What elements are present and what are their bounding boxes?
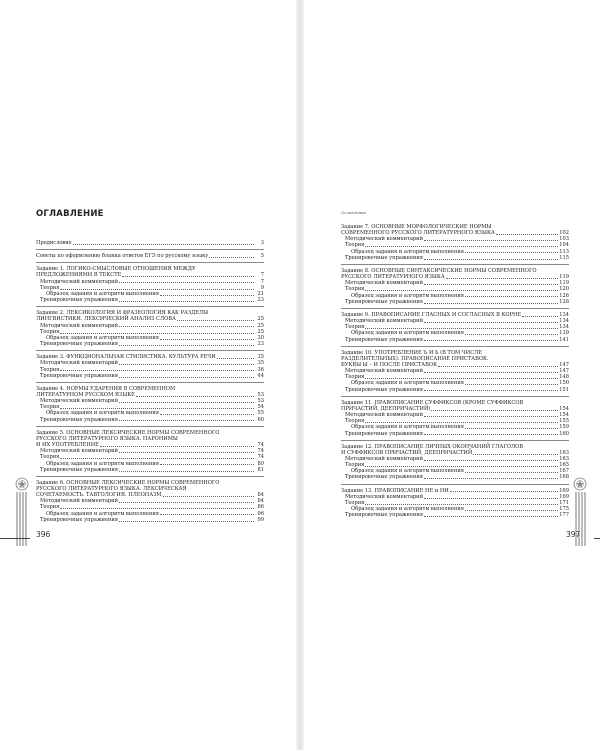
toc-entry-page: 54 <box>257 404 264 411</box>
toc-entry-page: 53 <box>257 398 264 405</box>
toc-entry-title: Задание 3. ФУНКЦИОНАЛЬНАЯ СТИЛИСТИКА. КУЛЬТУРА РЕЧИ <box>36 354 216 361</box>
dot-leader <box>365 246 558 247</box>
toc-entry-page: 35 <box>257 354 264 361</box>
toc-entry: Задание 8. ОСНОВНЫЕ СИНТАКСИЧЕСКИЕ НОРМЫ СОВРЕМЕННОГО <box>341 267 537 274</box>
toc-entry-title: Теория <box>345 462 365 469</box>
dot-leader <box>465 428 558 429</box>
toc-entry-title: БУКВЫ Ы – И ПОСЛЕ ПРИСТАВОК <box>341 361 438 368</box>
toc-entry-page: 155 <box>559 418 569 425</box>
toc-entry: Задание 10. УПОТРЕБЛЕНИЕ Ъ И Ь (В ТОМ ЧИСЛЕ <box>341 349 483 356</box>
dot-leader <box>119 377 254 378</box>
toc-entry: РАЗДЕЛИТЕЛЬНЫХ). ПРАВОПИСАНИЕ ПРИСТАВОК. <box>341 355 489 362</box>
toc-entry-title: СОВРЕМЕННОГО РУССКОГО ЛИТЕРАТУРНОГО ЯЗЫКА <box>341 230 495 237</box>
toc-entry-page: 81 <box>257 466 264 473</box>
dot-leader <box>60 370 254 371</box>
toc-entry-title: Тренировочные упражнения <box>345 474 423 481</box>
toc-entry-title: Методический комментарий <box>40 360 118 367</box>
toc-entry <box>341 387 569 393</box>
toc-entry-page: 154 <box>559 412 569 419</box>
toc-entry-title: Теория <box>40 328 60 335</box>
toc-entry-page: 33 <box>257 341 264 348</box>
toc-entry-page: 151 <box>559 386 569 393</box>
dot-leader <box>424 259 558 260</box>
toc-entry-page: 3 <box>260 240 264 246</box>
dot-leader <box>60 458 254 459</box>
toc-entry <box>341 431 569 437</box>
toc-entry-page: 147 <box>559 368 569 375</box>
toc-entry: РУССКОГО ЛИТЕРАТУРНОГО ЯЗЫКА. ЛЕКСИЧЕСКАЯ <box>36 486 187 492</box>
toc-section <box>36 386 264 427</box>
dot-leader <box>217 358 254 359</box>
toc-section <box>36 240 264 250</box>
page-number-right: 397 <box>566 530 581 539</box>
toc-entry-page: 134 <box>559 318 569 325</box>
dot-leader <box>424 372 558 373</box>
toc-entry-title: ПРИЧАСТИЙ, ДЕЕПРИЧАСТИЙ) <box>341 405 431 412</box>
toc-entry-title: Образец задания и алгоритм выполнения <box>46 410 159 417</box>
toc-entry-title: РУССКОГО ЛИТЕРАТУРНОГО ЯЗЫКА <box>341 274 445 281</box>
toc-entry-page: 171 <box>559 499 569 506</box>
dot-leader <box>365 378 558 379</box>
toc-entry-page: 169 <box>559 493 569 500</box>
toc-entry-title: Образец задания и алгоритм выполнения <box>46 290 159 297</box>
toc-entry-title: Тренировочные упражнения <box>345 336 423 343</box>
toc-entry-page: 168 <box>559 474 569 481</box>
toc-entry-page: 163 <box>559 456 569 462</box>
toc-entry-page: 150 <box>559 380 569 387</box>
footer-rule-right <box>594 538 600 539</box>
dot-leader <box>424 478 558 479</box>
toc-entry-page: 134 <box>559 324 569 331</box>
toc-entry-page: 7 <box>260 272 264 279</box>
toc-entry-title: Методический комментарий <box>40 498 118 505</box>
toc-entry-page: 74 <box>257 442 264 449</box>
dot-leader <box>424 498 558 499</box>
dot-leader <box>119 502 254 503</box>
dot-leader <box>119 420 254 421</box>
toc-entry-page: 7 <box>260 278 264 285</box>
toc-entry-title: Методический комментарий <box>345 493 423 500</box>
toc-entry-title: Теория <box>40 366 60 373</box>
toc-entry <box>341 299 569 305</box>
toc-entry-title: Тренировочные упражнения <box>345 298 423 305</box>
toc-entry-title: Теория <box>40 504 60 511</box>
toc-entry <box>36 417 264 423</box>
toc-entry-page: 120 <box>559 286 569 293</box>
toc-entry <box>36 517 264 523</box>
dot-leader <box>424 284 558 285</box>
toc-entry-title: ЛИТЕРАТУРНОМ РУССКОМ ЯЗЫКЕ <box>36 391 135 398</box>
page-number-left: 396 <box>36 530 51 539</box>
dot-leader <box>424 516 558 517</box>
toc-entry-page: 44 <box>257 372 264 379</box>
dot-leader <box>431 410 558 411</box>
dot-leader <box>496 234 558 235</box>
dot-leader <box>73 244 254 245</box>
toc-entry <box>341 512 569 518</box>
toc-entry-page: 80 <box>257 460 264 467</box>
toc-entry: Задание 2. ЛЕКСИКОЛОГИЯ И ФРАЗЕОЛОГИЯ КАК РАЗДЕЛЫ <box>36 310 209 317</box>
toc-entry-page: 84 <box>257 492 264 499</box>
toc-entry-title: ЛИНГВИСТИКИ. ЛЕКСИЧЕСКИЙ АНАЛИЗ СЛОВА <box>36 316 176 323</box>
dot-leader <box>424 390 558 391</box>
toc-section <box>341 444 569 485</box>
toc-entry-page: 96 <box>257 510 264 517</box>
toc-entry <box>36 297 264 303</box>
dot-leader <box>424 340 558 341</box>
dot-leader <box>209 257 254 258</box>
toc-entry-page: 148 <box>559 374 569 381</box>
toc-entry <box>341 255 569 261</box>
toc-entry-page: 165 <box>559 462 569 469</box>
toc-entry-title: Образец задания и алгоритм выполнения <box>351 380 464 387</box>
toc-list-left <box>36 240 264 529</box>
toc-section <box>36 480 264 526</box>
dot-leader <box>450 491 559 492</box>
toc-entry-title: Тренировочные упражнения <box>345 512 423 519</box>
toc-entry-title: СОЧЕТАЕМОСТЬ. ТАВТОЛОГИЯ. ПЛЕОНАЗМ <box>36 492 162 499</box>
toc-entry-title: Методический комментарий <box>345 318 423 325</box>
toc-entry-title: Теория <box>40 284 60 291</box>
toc-section <box>341 224 569 265</box>
dot-leader <box>365 422 558 423</box>
toc-entry-page: 104 <box>559 242 569 249</box>
toc-entry-title: Теория <box>345 418 365 425</box>
toc-entry-page: 115 <box>559 254 569 261</box>
toc-entry-page: 177 <box>559 512 569 519</box>
toc-entry-title: Тренировочные упражнения <box>40 416 118 423</box>
toc-entry-title: Тренировочные упражнения <box>345 386 423 393</box>
toc-entry-title: Образец задания и алгоритм выполнения <box>351 330 464 337</box>
toc-entry-page: 30 <box>257 334 264 341</box>
dot-leader <box>522 316 558 317</box>
toc-section <box>341 488 569 522</box>
toc-entry <box>36 373 264 379</box>
toc-entry-page: 53 <box>257 391 264 398</box>
toc-entry-title: Образец задания и алгоритм выполнения <box>46 460 159 467</box>
dot-leader <box>122 276 254 277</box>
dot-leader <box>60 289 254 290</box>
toc-entry-page: 154 <box>559 405 569 412</box>
dot-leader <box>60 333 254 334</box>
toc-entry: РУССКОГО ЛИТЕРАТУРНОГО ЯЗЫКА. ПАРОНИМЫ <box>36 435 178 442</box>
book-gutter <box>296 0 304 750</box>
toc-entry-title: Задание 9. ПРАВОПИСАНИЕ ГЛАСНЫХ И СОГЛАСНЫХ В КОРНЕ <box>341 311 522 318</box>
toc-entry: Задание 12. ПРАВОПИСАНИЕ ЛИЧНЫХ ОКОНЧАНИЙ ГЛАГОЛОВ <box>341 443 524 450</box>
toc-entry <box>36 253 264 259</box>
toc-entry-title: Образец задания и алгоритм выполнения <box>351 506 464 513</box>
toc-entry-page: 128 <box>559 298 569 305</box>
toc-entry-title: Образец задания и алгоритм выполнения <box>351 248 464 255</box>
dot-leader <box>424 240 558 241</box>
right-page <box>304 0 600 750</box>
toc-entry-title: Методический комментарий <box>345 412 423 419</box>
toc-entry-page: 36 <box>257 366 264 373</box>
toc-section <box>36 310 264 351</box>
toc-entry <box>36 341 264 347</box>
toc-entry-title: Задание 13. ПРАВОПИСАНИЕ НЕ и НИ <box>341 487 449 494</box>
toc-entry <box>36 240 264 246</box>
toc-section <box>36 266 264 307</box>
toc-entry-page: 74 <box>257 448 264 455</box>
dot-leader <box>465 252 558 253</box>
toc-entry-title: Методический комментарий <box>345 236 423 243</box>
toc-entry: Задание 7. ОСНОВНЫЕ МОРФОЛОГИЧЕСКИЕ НОРМЫ <box>341 224 492 230</box>
dot-leader <box>160 339 254 340</box>
toc-entry: Задание 5. ОСНОВНЫЕ ЛЕКСИЧЕСКИЕ НОРМЫ СОВРЕМЕННОГО <box>36 429 220 436</box>
dot-leader <box>473 454 558 455</box>
dot-leader <box>163 496 254 497</box>
dot-leader <box>160 514 254 515</box>
toc-section <box>36 253 264 263</box>
dot-leader <box>465 510 558 511</box>
dot-leader <box>365 290 558 291</box>
dot-leader <box>465 334 558 335</box>
dot-leader <box>365 328 558 329</box>
toc-entry-title: Тренировочные упражнения <box>345 254 423 261</box>
toc-entry-title: Тренировочные упражнения <box>40 516 118 523</box>
toc-entry-page: 35 <box>257 360 264 367</box>
toc-entry-title: Тренировочные упражнения <box>40 297 118 304</box>
toc-entry-page: 55 <box>257 410 264 417</box>
toc-entry-title: Тренировочные упражнения <box>345 430 423 437</box>
footer-rule-left <box>0 538 30 539</box>
dot-leader <box>424 460 558 461</box>
dot-leader <box>119 471 254 472</box>
toc-entry: Задание 6. ОСНОВНЫЕ ЛЕКСИЧЕСКИЕ НОРМЫ СОВРЕМЕННОГО <box>36 479 220 486</box>
toc-entry-title: Теория <box>345 242 365 249</box>
left-page <box>0 0 296 750</box>
dot-leader <box>119 521 254 522</box>
toc-entry: Задание 11. ПРАВОПИСАНИЕ СУФФИКСОВ (КРОМЕ СУФФИКСОВ <box>341 399 524 406</box>
dot-leader <box>160 295 254 296</box>
toc-entry <box>341 337 569 343</box>
toc-entry-title: Теория <box>345 286 365 293</box>
dot-leader <box>119 402 254 403</box>
dot-leader <box>465 296 558 297</box>
toc-entry-page: 102 <box>559 230 569 237</box>
toc-entry: Задание 4. НОРМЫ УДАРЕНИЯ В СОВРЕМЕННОМ <box>36 385 176 392</box>
toc-entry-title: Тренировочные упражнения <box>40 372 118 379</box>
dot-leader <box>119 326 254 327</box>
dot-leader <box>160 414 254 415</box>
dot-leader <box>365 504 558 505</box>
dot-leader <box>424 303 558 304</box>
toc-entry-page: 84 <box>257 498 264 505</box>
toc-entry-title: И СУФФИКСОВ ПРИЧАСТИЙ, ДЕЕПРИЧАСТИЙ <box>341 449 473 456</box>
toc-entry-title: Методический комментарий <box>40 398 118 405</box>
dot-leader <box>119 282 254 283</box>
toc-entry-page: 134 <box>559 311 569 318</box>
toc-entry-title: Теория <box>345 499 365 506</box>
toc-entry-title: Методический комментарий <box>345 368 423 375</box>
dot-leader <box>424 322 558 323</box>
dot-leader <box>119 364 254 365</box>
toc-entry-page: 60 <box>257 416 264 423</box>
toc-entry-page: 86 <box>257 504 264 511</box>
toc-entry-page: 25 <box>257 328 264 335</box>
toc-entry-page: 163 <box>559 449 569 456</box>
dot-leader <box>160 464 254 465</box>
toc-entry-page: 141 <box>559 336 569 343</box>
toc-entry-page: 119 <box>559 280 569 287</box>
toc-entry-title: Методический комментарий <box>40 278 118 285</box>
dot-leader <box>136 396 254 397</box>
dot-leader <box>424 434 558 435</box>
toc-entry-title: Методический комментарий <box>40 322 118 329</box>
toc-entry-title: Образец задания и алгоритм выполнения <box>46 510 159 517</box>
toc-entry-title: Теория <box>345 324 365 331</box>
dot-leader <box>119 345 254 346</box>
dot-leader <box>60 508 254 509</box>
toc-entry-title: Образец задания и алгоритм выполнения <box>351 424 464 431</box>
toc-entry-page: 169 <box>559 487 569 494</box>
toc-entry-title: Образец задания и алгоритм выполнения <box>46 334 159 341</box>
toc-heading: ОГЛАВЛЕНИЕ <box>36 209 104 219</box>
toc-entry-page: 119 <box>559 274 569 281</box>
dot-leader <box>465 384 558 385</box>
toc-section <box>341 268 569 309</box>
toc-entry-page: 25 <box>257 316 264 323</box>
toc-entry-title: Методический комментарий <box>345 456 423 462</box>
toc-entry-title: И ИХ УПОТРЕБЛЕНИЕ <box>36 442 99 449</box>
toc-entry-title: Методический комментарий <box>40 448 118 455</box>
toc-entry-page: 160 <box>559 430 569 437</box>
toc-entry-page: 167 <box>559 468 569 475</box>
toc-entry-title: Теория <box>345 374 365 381</box>
toc-section <box>341 400 569 441</box>
dot-leader <box>119 301 254 302</box>
toc-entry-title: ПРЕДЛОЖЕНИЯМИ В ТЕКСТЕ <box>36 272 122 279</box>
toc-entry-page: 25 <box>257 322 264 329</box>
running-header: Оглавление <box>341 210 367 215</box>
toc-entry-title: Советы по оформлению бланка ответов ЕГЭ по русскому языку <box>36 253 209 260</box>
toc-entry-title: Тренировочные упражнения <box>40 466 118 473</box>
toc-entry: Задание 1. ЛОГИКО-СМЫСЛОВЫЕ ОТНОШЕНИЯ МЕЖДУ <box>36 266 196 273</box>
toc-entry-title: Образец задания и алгоритм выполнения <box>351 292 464 299</box>
toc-section <box>36 354 264 383</box>
toc-entry-page: 126 <box>559 292 569 299</box>
toc-entry-page: 147 <box>559 361 569 368</box>
dot-leader <box>119 452 254 453</box>
toc-entry-page: 103 <box>559 236 569 243</box>
toc-entry-title: Методический комментарий <box>345 280 423 287</box>
dot-leader <box>177 320 254 321</box>
toc-entry-title: Образец задания и алгоритм выполнения <box>351 468 464 475</box>
dot-leader <box>465 472 558 473</box>
toc-entry-page: 159 <box>559 424 569 431</box>
toc-entry-page: 74 <box>257 454 264 461</box>
toc-entry-page: 139 <box>559 330 569 337</box>
toc-entry-page: 21 <box>257 290 264 297</box>
toc-section <box>341 312 569 347</box>
dot-leader <box>60 408 254 409</box>
toc-list-right <box>341 224 569 524</box>
toc-entry-page: 113 <box>559 248 569 255</box>
dot-leader <box>446 278 559 279</box>
toc-entry-page: 5 <box>260 253 264 260</box>
toc-entry-page: 9 <box>260 284 264 291</box>
toc-entry <box>36 467 264 473</box>
toc-entry-page: 175 <box>559 506 569 513</box>
toc-entry <box>341 474 569 480</box>
dot-leader <box>424 416 558 417</box>
dot-leader <box>100 446 254 447</box>
toc-section <box>36 430 264 477</box>
toc-section <box>341 350 569 397</box>
toc-entry-page: 23 <box>257 297 264 304</box>
dot-leader <box>365 466 558 467</box>
toc-entry-title: Предисловие <box>36 240 72 246</box>
toc-entry-title: Тренировочные упражнения <box>40 341 118 348</box>
toc-entry-title: Теория <box>40 454 60 461</box>
toc-entry-page: 99 <box>257 516 264 523</box>
toc-entry-title: Теория <box>40 404 60 411</box>
dot-leader <box>438 366 558 367</box>
